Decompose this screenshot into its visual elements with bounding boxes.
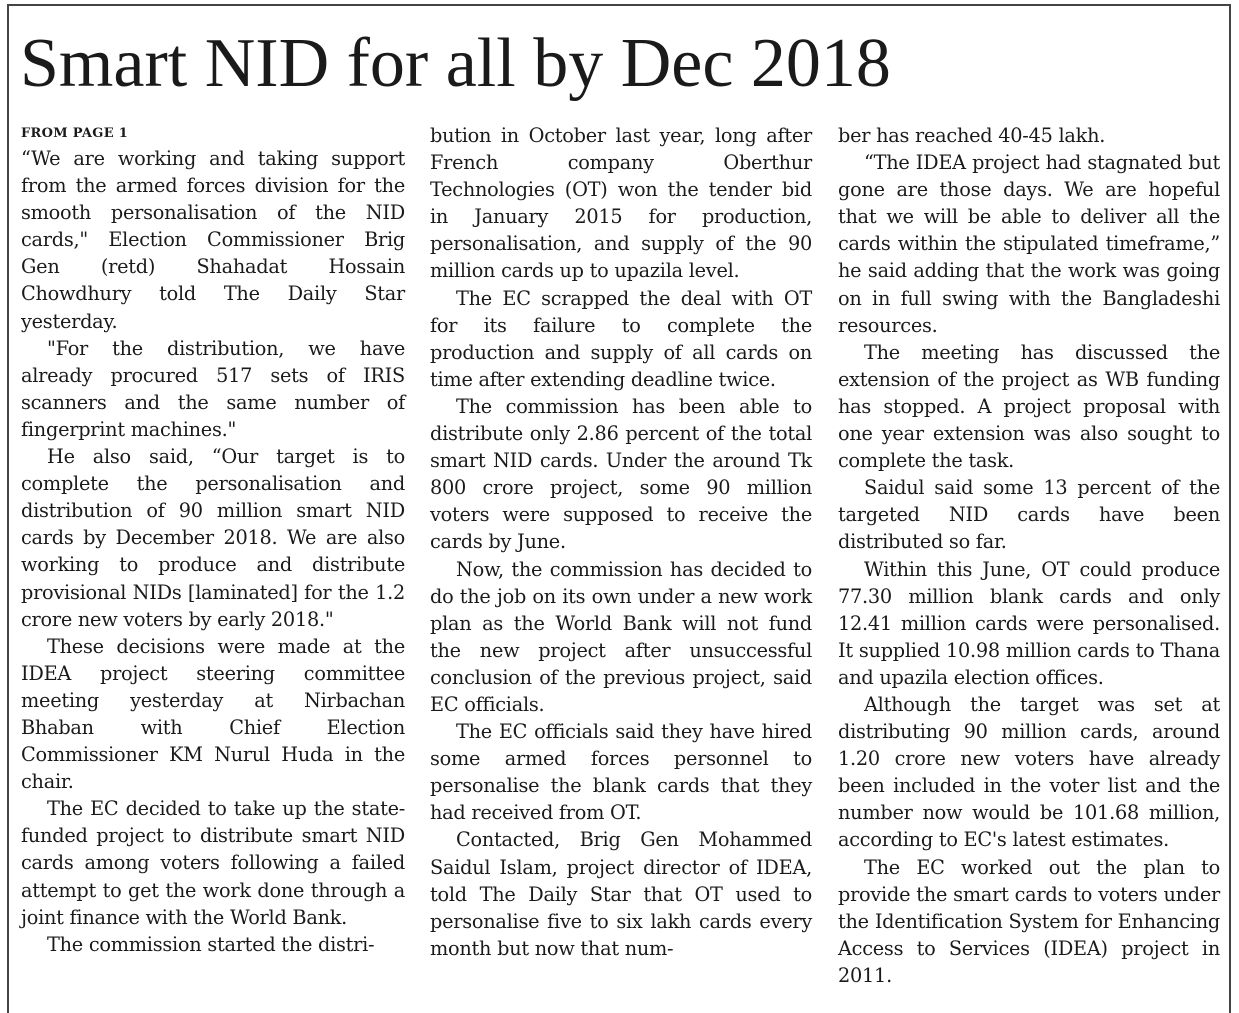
from-page-label: FROM PAGE 1 (21, 126, 129, 141)
article-column-1 (21, 121, 405, 958)
paragraph: Contacted, Brig Gen Mohammed Saidul Islam, project director of IDEA, told The Daily Star that OT used to personalise five to six lakh cards every month but now that num- (430, 828, 812, 960)
paragraph: Saidul said some 13 percent of the targeted NID cards have been distributed so far. (838, 476, 1220, 554)
article-column-3 (838, 122, 1220, 989)
paragraph: ber has reached 40-45 lakh. (838, 124, 1106, 147)
paragraph: The EC officials said they have hired some armed forces personnel to personalise the blank cards that they had received from OT. (430, 720, 812, 825)
paragraph: The EC scrapped the deal with OT for its failure to complete the production and supply of all cards on time after extending deadline twice. (430, 286, 812, 391)
paragraph: “We are working and taking support from the armed forces division for the smooth personalisation of the NID cards," Election Commissioner Brig Gen (retd) Shahadat Hossain Chowdhury told The Daily Star yesterday. (21, 147, 405, 333)
paragraph: The EC worked out the plan to provide the smart cards to voters under the Identification System for Enhancing Access to Services (IDEA) project in 2011. (838, 855, 1220, 987)
paragraph: The commission started the distri- (47, 932, 375, 956)
paragraph: The EC decided to take up the state-funded project to distribute smart NID cards among voters following a failed attempt to get the work done through a joint finance with the World Bank. (21, 797, 405, 929)
paragraph: "For the distribution, we have already procured 517 sets of IRIS scanners and the same number of fingerprint machines." (21, 336, 405, 441)
paragraph: These decisions were made at the IDEA project steering committee meeting yesterday at Nirbachan Bhaban with Chief Election Commissioner KM Nurul Huda in the chair. (21, 634, 405, 794)
paragraph: bution in October last year, long after French company Oberthur Technologies (OT) won the tender bid in January 2015 for production, personalisation, and supply of the 90 million cards up to upazila level. (430, 124, 812, 283)
paragraph: Now, the commission has decided to do the job on its own under a new work plan as the World Bank will not fund the new project after unsuccessful conclusion of the previous project, said EC officials. (430, 557, 812, 716)
paragraph: The commission has been able to distribute only 2.86 percent of the total smart NID cards. Under the around Tk 800 crore project, some 90 million voters were supposed to receive the cards by June. (430, 394, 812, 554)
article-column-2 (430, 122, 812, 962)
headline: Smart NID for all by Dec 2018 (20, 25, 891, 102)
paragraph: Although the target was set at distributing 90 million cards, around 1.20 crore new voters have already been included in the voter list and the number now would be 101.68 million, according to EC's latest estimates. (838, 692, 1220, 852)
paragraph: The meeting has discussed the extension of the project as WB funding has stopped. A project proposal with one year extension was also sought to complete the task. (838, 340, 1220, 473)
paragraph: “The IDEA project had stagnated but gone are those days. We are hopeful that we will be able to deliver all the cards within the stipulated timeframe,” he said adding that the work was going on in full swing with the Bangladeshi resources. (838, 151, 1220, 337)
paragraph: He also said, “Our target is to complete the personalisation and distribution of 90 million smart NID cards by December 2018. We are also working to produce and distribute provisional NIDs [laminated] for the 1.2 crore new voters by early 2018." (21, 445, 405, 631)
paragraph: Within this June, OT could produce 77.30 million blank cards and only 12.41 million cards were personalised. It supplied 10.98 million cards to Thana and upazila election offices. (838, 557, 1220, 689)
